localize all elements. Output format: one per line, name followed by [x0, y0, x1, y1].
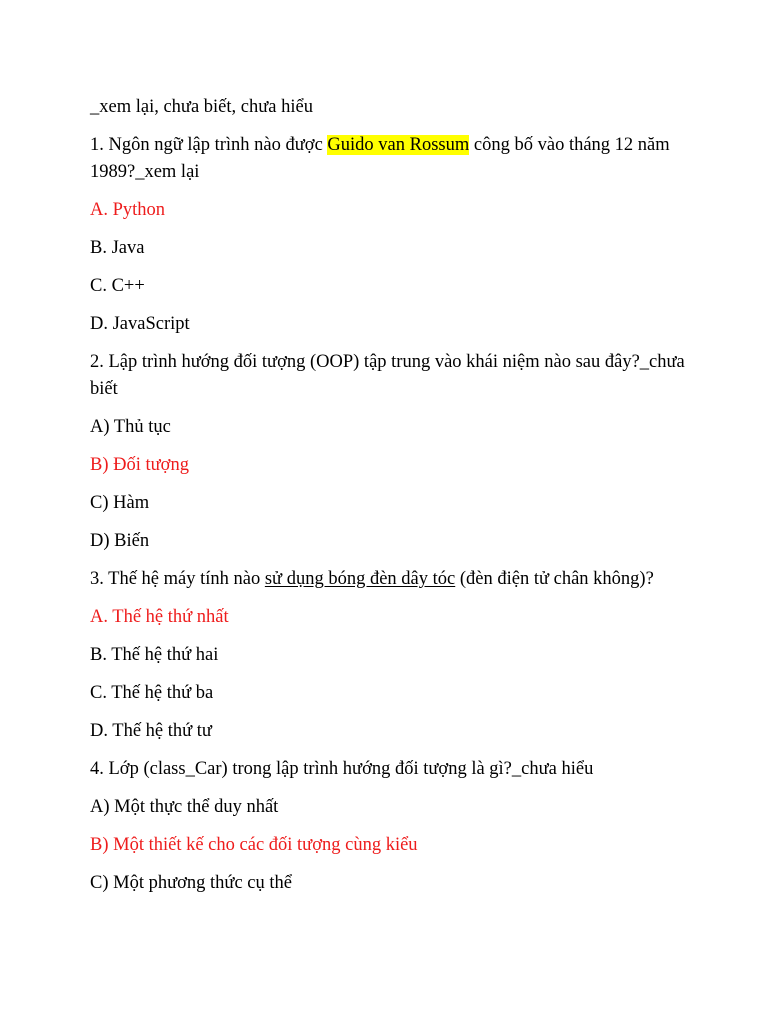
question-2-option-a: A) Thủ tục — [90, 417, 171, 437]
question-1-option-a: A. Python — [90, 200, 166, 220]
question-3-option-d: D. Thế hệ thứ tư — [90, 721, 212, 741]
question-1-prefix: 1. Ngôn ngữ lập trình nào được — [90, 135, 328, 155]
question-4: 4. Lớp (class_Car) trong lập trình hướng đối tượng là gì?_chưa hiểu — [90, 759, 594, 779]
question-3-option-b: B. Thế hệ thứ hai — [90, 645, 219, 665]
question-3-suffix: (đèn điện tử chân không)? — [455, 569, 654, 589]
question-3-option-c: C. Thế hệ thứ ba — [90, 683, 214, 703]
question-2-option-d: D) Biến — [90, 531, 150, 551]
question-2-option-b: B) Đối tượng — [90, 455, 189, 475]
question-4-option-c: C) Một phương thức cụ thể — [90, 873, 292, 893]
legend-line: _xem lại, chưa biết, chưa hiểu — [90, 97, 313, 117]
question-4-option-b: B) Một thiết kế cho các đối tượng cùng kiểu — [90, 835, 418, 855]
question-1-option-d: D. JavaScript — [90, 314, 190, 334]
underlined-phrase: sử dụng bóng đèn dây tóc — [264, 569, 456, 589]
question-1-option-b: B. Java — [90, 238, 145, 258]
question-2-option-c: C) Hàm — [90, 493, 150, 513]
question-3 — [90, 566, 690, 593]
question-4-option-a: A) Một thực thể duy nhất — [90, 797, 279, 817]
question-3-prefix: 3. Thế hệ máy tính nào — [90, 569, 265, 589]
question-1-option-c: C. C++ — [90, 276, 145, 296]
highlighted-name: Guido van Rossum — [327, 135, 470, 155]
question-1-suffix: công bố vào tháng 12 năm 1989?_xem lại — [90, 135, 670, 182]
question-3-option-a: A. Thế hệ thứ nhất — [90, 607, 229, 627]
document-content — [90, 94, 690, 908]
question-2: 2. Lập trình hướng đối tượng (OOP) tập trung vào khái niệm nào sau đây?_chưa biết — [90, 352, 685, 399]
question-1 — [90, 132, 690, 186]
